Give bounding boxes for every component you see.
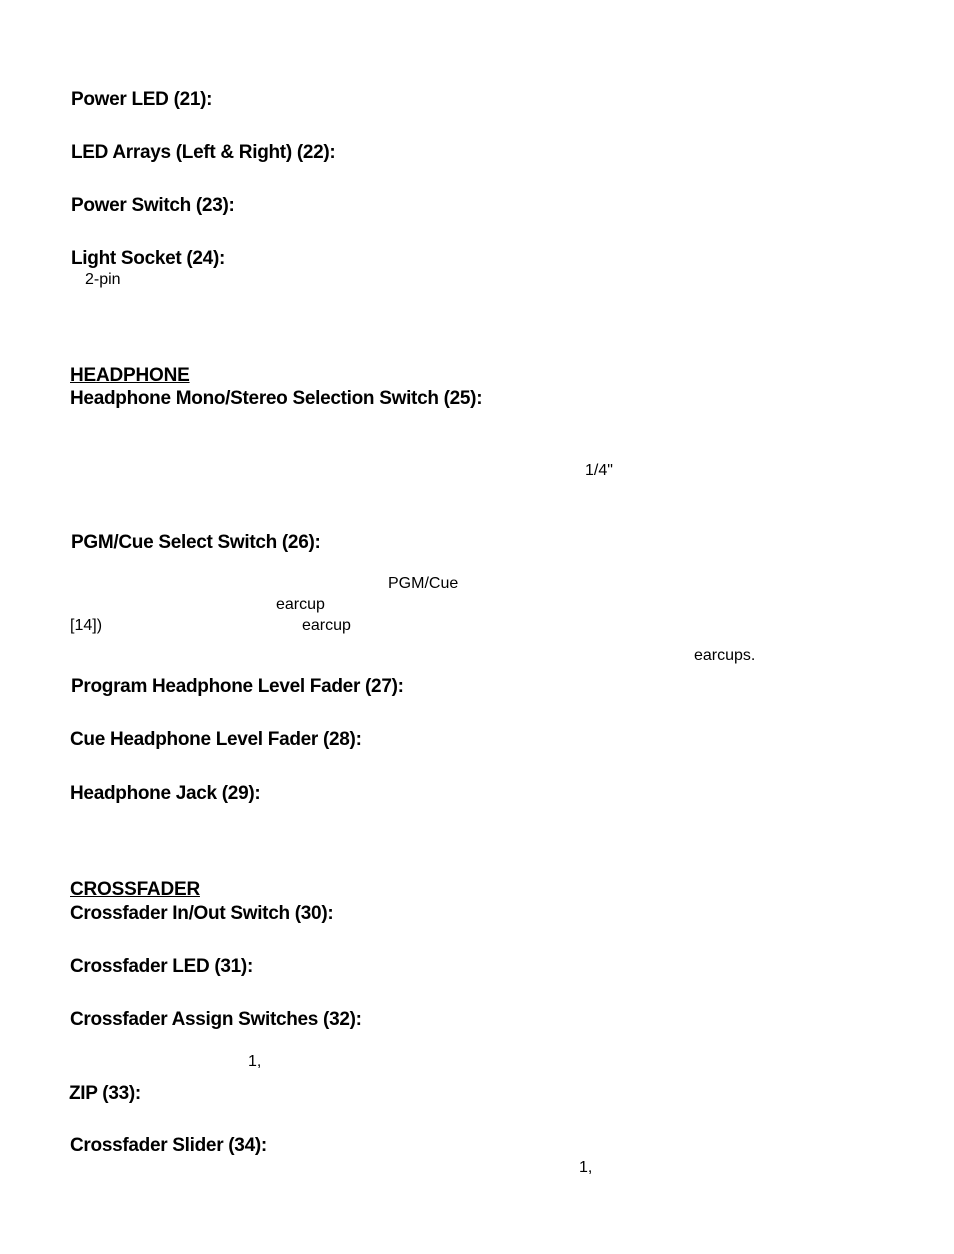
heading-led-arrays: LED Arrays (Left & Right) (22): xyxy=(71,142,336,163)
fragment-one-comma-a: 1, xyxy=(248,1053,262,1070)
fragment-quarter-inch: 1/4" xyxy=(585,462,613,479)
heading-crossfader-in-out: Crossfader In/Out Switch (30): xyxy=(70,903,334,924)
heading-light-socket: Light Socket (24): xyxy=(71,248,226,269)
heading-zip: ZIP (33): xyxy=(69,1083,141,1104)
section-headphone: HEADPHONE xyxy=(70,365,190,386)
fragment-two-pin: 2-pin xyxy=(85,271,121,288)
fragment-one-comma-b: 1, xyxy=(579,1159,593,1176)
heading-headphone-mono-stereo: Headphone Mono/Stereo Selection Switch (25): xyxy=(70,388,483,409)
fragment-earcup-1: earcup xyxy=(276,596,325,613)
fragment-earcup-2: earcup xyxy=(302,617,351,634)
heading-crossfader-slider: Crossfader Slider (34): xyxy=(70,1135,267,1156)
heading-pgm-cue-select: PGM/Cue Select Switch (26): xyxy=(71,532,321,553)
section-crossfader: CROSSFADER xyxy=(70,879,200,900)
heading-crossfader-assign: Crossfader Assign Switches (32): xyxy=(70,1009,362,1030)
heading-program-headphone-fader: Program Headphone Level Fader (27): xyxy=(71,676,404,697)
heading-headphone-jack: Headphone Jack (29): xyxy=(70,783,261,804)
heading-crossfader-led: Crossfader LED (31): xyxy=(70,956,253,977)
fragment-pgm-cue: PGM/Cue xyxy=(388,575,459,592)
fragment-earcups: earcups. xyxy=(694,647,756,664)
heading-power-led: Power LED (21): xyxy=(71,89,213,110)
heading-cue-headphone-fader: Cue Headphone Level Fader (28): xyxy=(70,729,362,750)
fragment-bracket-14: [14]) xyxy=(70,617,103,634)
heading-power-switch: Power Switch (23): xyxy=(71,195,235,216)
